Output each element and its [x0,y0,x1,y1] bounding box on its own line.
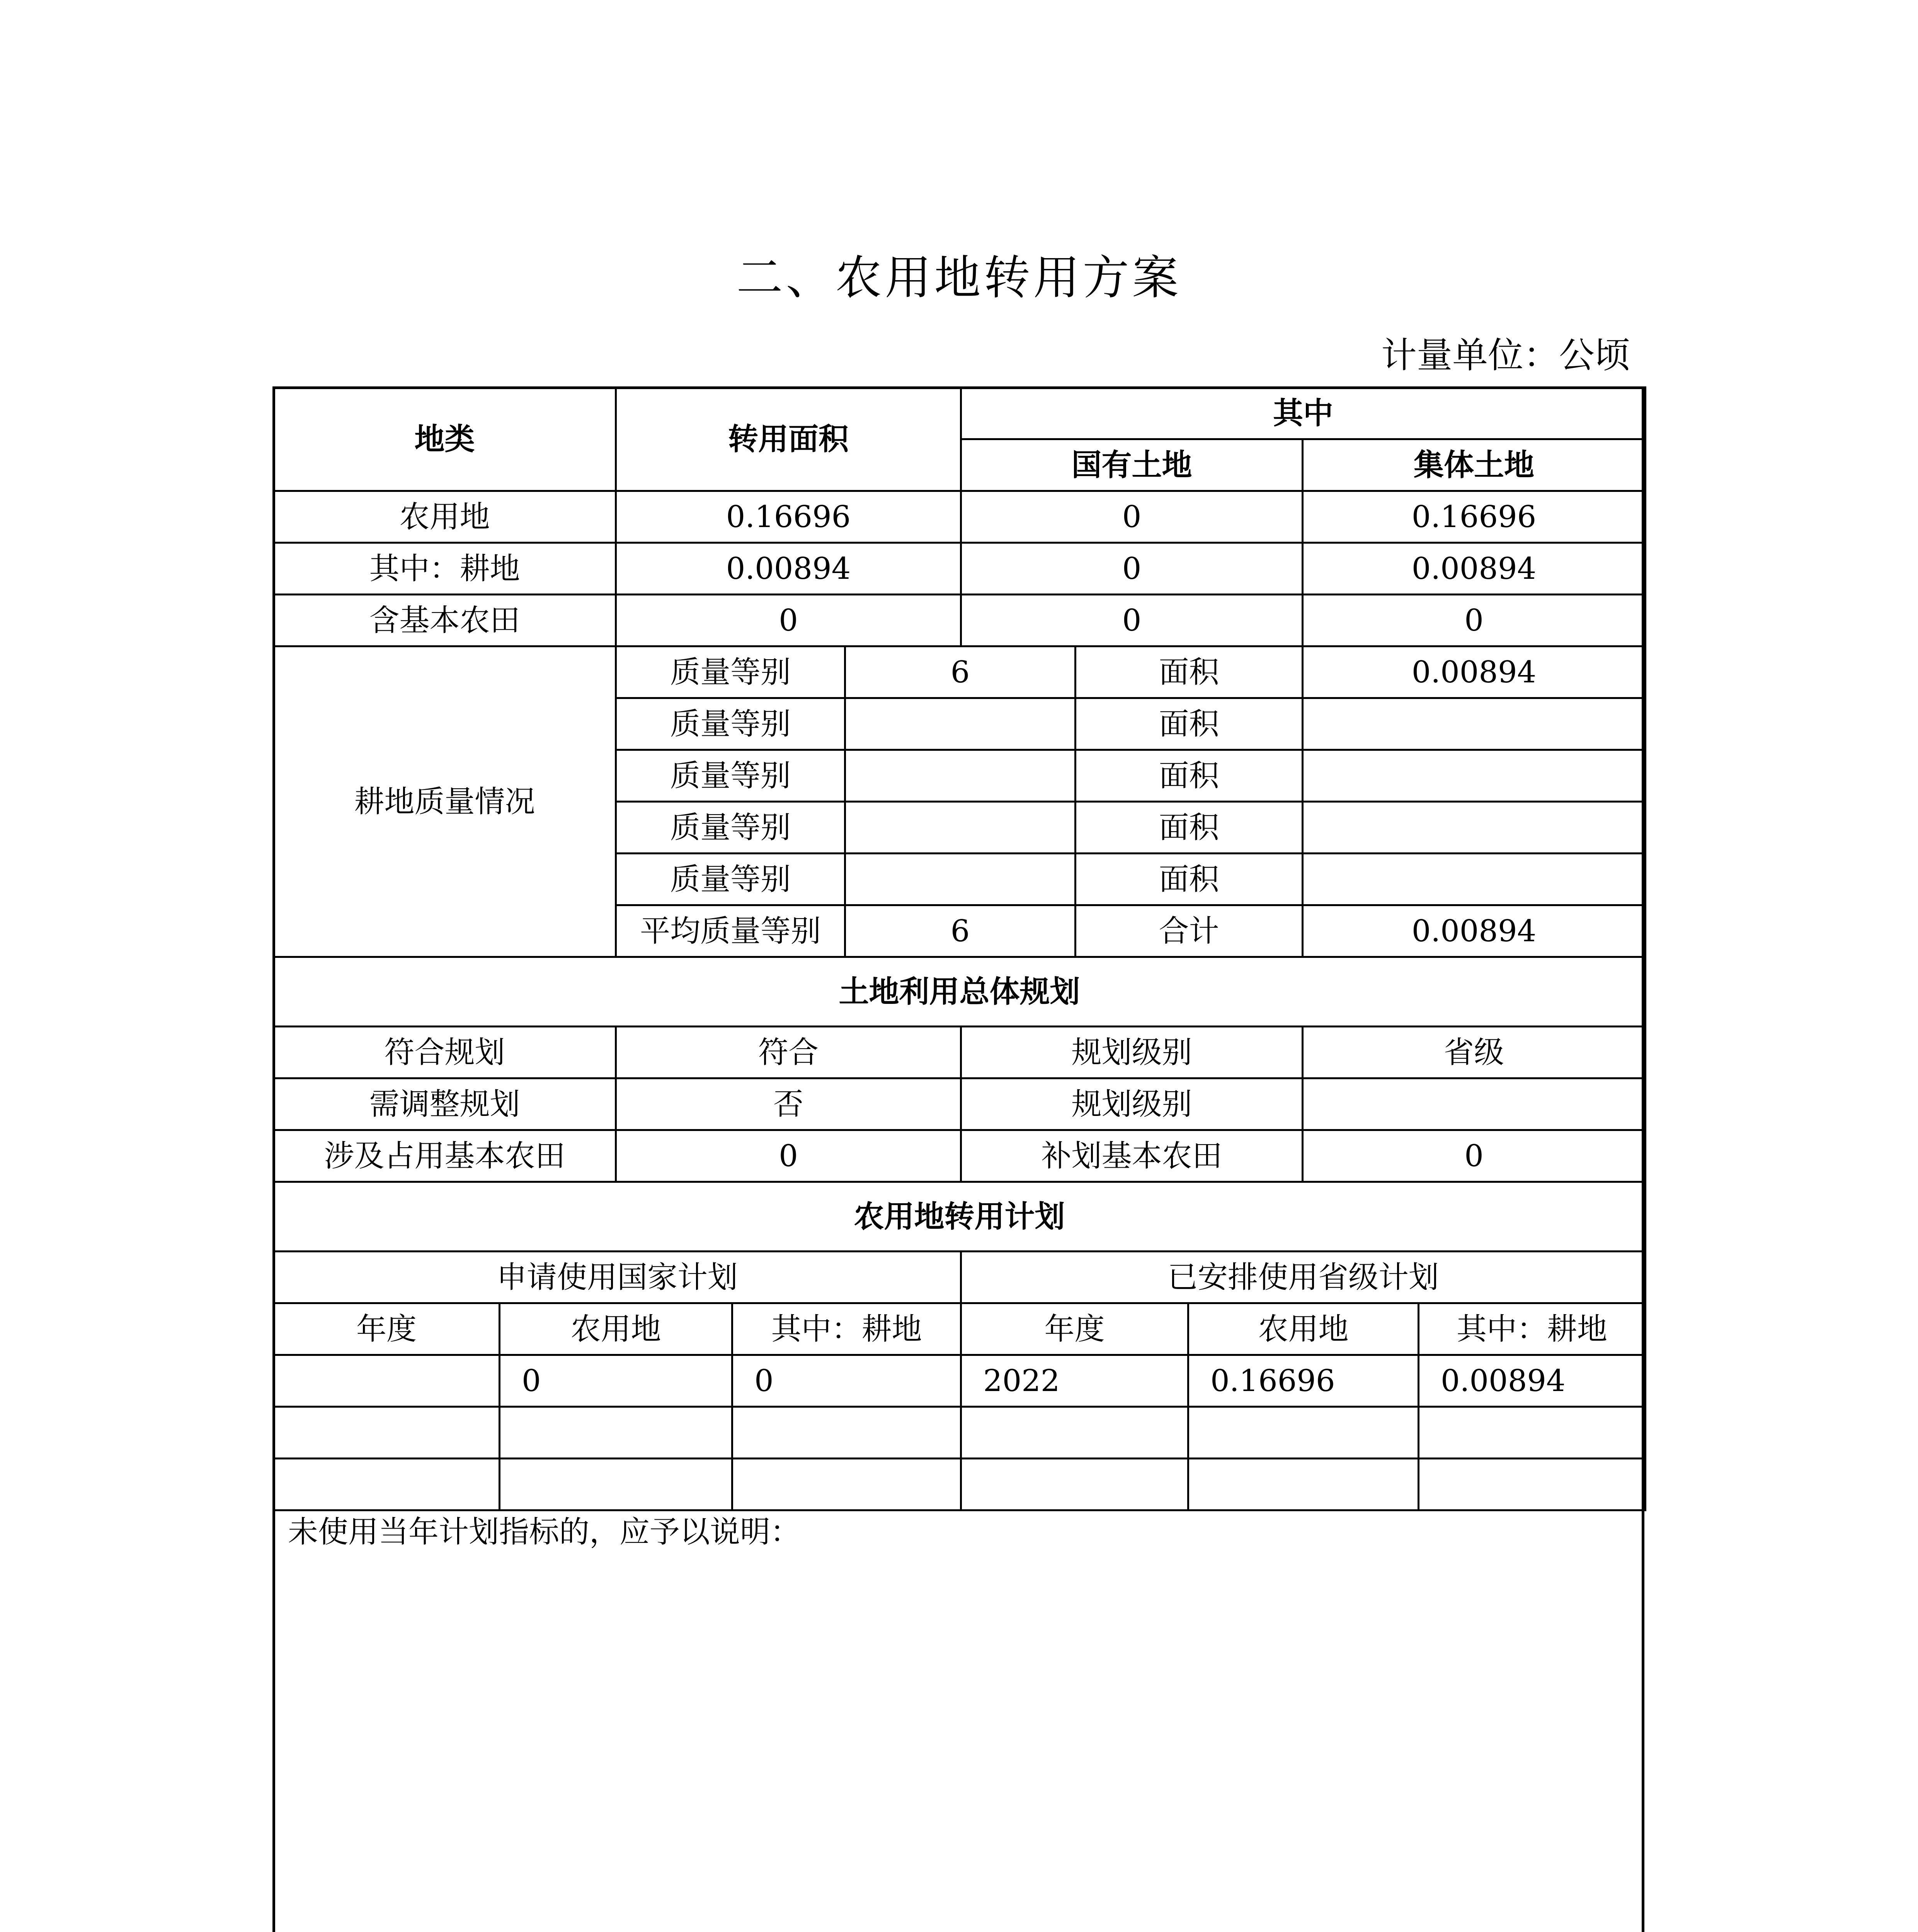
planning-section-title: 土地利用总体规划 [274,957,1646,1027]
planning-level-label: 补划基本农田 [961,1130,1303,1182]
planning-row [274,1027,1646,1078]
planning-value: 0 [616,1130,961,1182]
planning-level-label: 规划级别 [961,1078,1303,1130]
column-header: 年度 [274,1303,500,1355]
row-total: 0 [616,595,961,646]
planning-label: 符合规划 [274,1027,616,1078]
header-collective-land: 集体土地 [1303,439,1646,491]
plan-cell [500,1459,732,1510]
row-label: 农用地 [274,491,616,543]
header-of-which: 其中 [961,388,1646,439]
plan-cell [274,1407,500,1459]
unit-label: 计量单位：公顷 [1381,335,1630,376]
quality-area-label: 面积 [1076,646,1303,698]
plan-cell [732,1407,961,1459]
row-label: 含基本农田 [274,595,616,646]
national-plan-header: 申请使用国家计划 [274,1252,961,1303]
quality-area-label: 面积 [1076,802,1303,854]
plan-cell [1419,1407,1646,1459]
quality-area: 0.00894 [1303,905,1646,957]
quality-area-label: 合计 [1076,905,1303,957]
plan-row [274,1407,1646,1459]
quality-grade-label: 质量等别 [616,750,845,802]
plan-cell [961,1459,1188,1510]
quality-grade-label: 质量等别 [616,854,845,905]
table-row [274,595,1646,646]
column-header: 其中：耕地 [1419,1303,1646,1355]
plan-cell [732,1459,961,1510]
quality-area [1303,698,1646,750]
plan-cell [274,1459,500,1510]
plan-cell: 2022 [961,1355,1188,1407]
explanation-note: 未使用当年计划指标的，应予以说明： [288,1515,801,1549]
row-state: 0 [961,595,1303,646]
column-header: 其中：耕地 [732,1303,961,1355]
quality-area-label: 面积 [1076,854,1303,905]
conversion-table [272,386,1646,1511]
row-total: 0.16696 [616,491,961,543]
quality-area [1303,802,1646,854]
row-state: 0 [961,543,1303,595]
quality-area [1303,750,1646,802]
column-header: 农用地 [1188,1303,1419,1355]
header-converted-area: 转用面积 [616,388,961,491]
quality-grade: 6 [845,646,1076,698]
quality-grade [845,698,1076,750]
plan-cell: 0.00894 [1419,1355,1646,1407]
row-total: 0.00894 [616,543,961,595]
table-row [274,491,1646,543]
planning-row [274,1078,1646,1130]
row-collective: 0 [1303,595,1646,646]
plan-cell: 0 [732,1355,961,1407]
plan-cell: 0 [500,1355,732,1407]
planning-level-value [1303,1078,1646,1130]
plan-cell: 0.16696 [1188,1355,1419,1407]
column-header: 年度 [961,1303,1188,1355]
planning-level-value: 省级 [1303,1027,1646,1078]
planning-label: 需调整规划 [274,1078,616,1130]
planning-level-label: 规划级别 [961,1027,1303,1078]
page-title: 二、农用地转用方案 [736,251,1182,305]
plan-cell [1419,1459,1646,1510]
quality-area-label: 面积 [1076,750,1303,802]
row-collective: 0.00894 [1303,543,1646,595]
planning-value: 符合 [616,1027,961,1078]
quality-row [274,646,1646,698]
table-row [274,543,1646,595]
row-collective: 0.16696 [1303,491,1646,543]
quality-grade [845,750,1076,802]
column-header: 农用地 [500,1303,732,1355]
quality-grade-label: 质量等别 [616,646,845,698]
quality-label: 耕地质量情况 [274,646,616,957]
plan-row [274,1459,1646,1510]
quality-grade: 6 [845,905,1076,957]
row-label: 其中：耕地 [274,543,616,595]
planning-label: 涉及占用基本农田 [274,1130,616,1182]
quality-grade-label: 平均质量等别 [616,905,845,957]
quality-grade [845,854,1076,905]
plan-cell [274,1355,500,1407]
plan-row [274,1355,1646,1407]
quality-area-label: 面积 [1076,698,1303,750]
quality-grade [845,802,1076,854]
quality-grade-label: 质量等别 [616,698,845,750]
row-state: 0 [961,491,1303,543]
header-land-type: 地类 [274,388,616,491]
plan-cell [500,1407,732,1459]
planning-level-value: 0 [1303,1130,1646,1182]
quality-area [1303,854,1646,905]
plan-cell [961,1407,1188,1459]
plan-cell [1188,1407,1419,1459]
header-state-land: 国有土地 [961,439,1303,491]
planning-value: 否 [616,1078,961,1130]
planning-row [274,1130,1646,1182]
plan-cell [1188,1459,1419,1510]
quality-area: 0.00894 [1303,646,1646,698]
quality-grade-label: 质量等别 [616,802,845,854]
conversion-plan-section-title: 农用地转用计划 [274,1182,1646,1252]
provincial-plan-header: 已安排使用省级计划 [961,1252,1646,1303]
